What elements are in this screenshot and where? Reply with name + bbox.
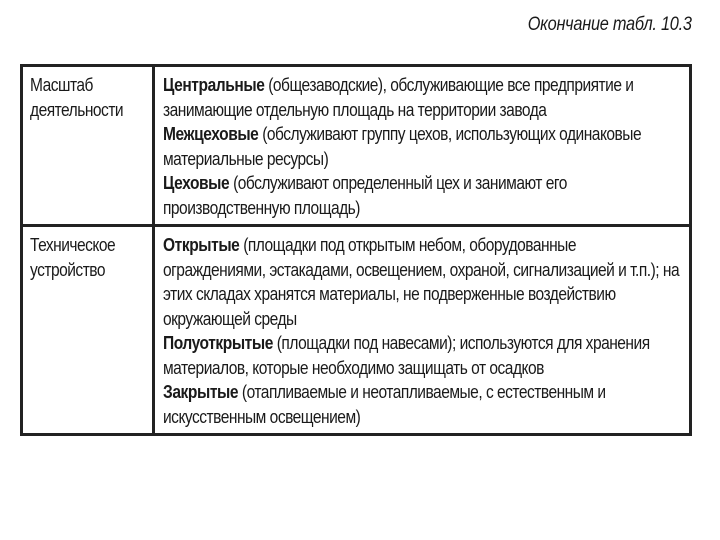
row-content-cell [155, 67, 692, 224]
table-row [20, 224, 692, 433]
row-label: Масштаб деятельности [30, 74, 124, 120]
entry-term: Цеховые [163, 172, 230, 193]
classification-table [20, 64, 692, 436]
row-content-cell [155, 227, 692, 433]
entry [163, 233, 680, 331]
entry-desc: (обслуживают определенный цех и занимают его производственную площадь) [163, 172, 567, 218]
entry-desc: (отапливаемые и неотапливаемые, с естественным и искусственным освещением) [163, 381, 606, 427]
table-caption: Окончание табл. 10.3 [527, 14, 692, 35]
entry-term: Межцеховые [163, 123, 259, 144]
entry-desc: (площадки под навесами); используются для хранения материалов, которые необходимо защищать от осадков [163, 332, 650, 378]
entry-term: Центральные [163, 74, 265, 95]
entry [163, 122, 680, 171]
entry-term: Закрытые [163, 381, 239, 402]
row-label: Техническое устройство [30, 234, 116, 280]
entry-desc: (общезаводские), обслуживающие все предприятие и занимающие отдельную площадь на территории завода [163, 74, 634, 120]
entry [163, 171, 680, 220]
entry-desc: (площадки под открытым небом, оборудованные ограждениями, эстакадами, освещением, охраной, сигнализацией и т.п.); на этих складах хранятся материалы, не подверженные воздействию окружающей среды [163, 234, 680, 329]
entry-desc: (обслуживают группу цехов, использующих одинаковые материальные ресурсы) [163, 123, 642, 169]
entry [163, 380, 680, 429]
table-row [20, 67, 692, 224]
row-label-cell [20, 227, 155, 433]
entry-term: Открытые [163, 234, 240, 255]
row-label-cell [20, 67, 155, 224]
entry [163, 331, 680, 380]
entry-term: Полуоткрытые [163, 332, 273, 353]
entry [163, 73, 680, 122]
